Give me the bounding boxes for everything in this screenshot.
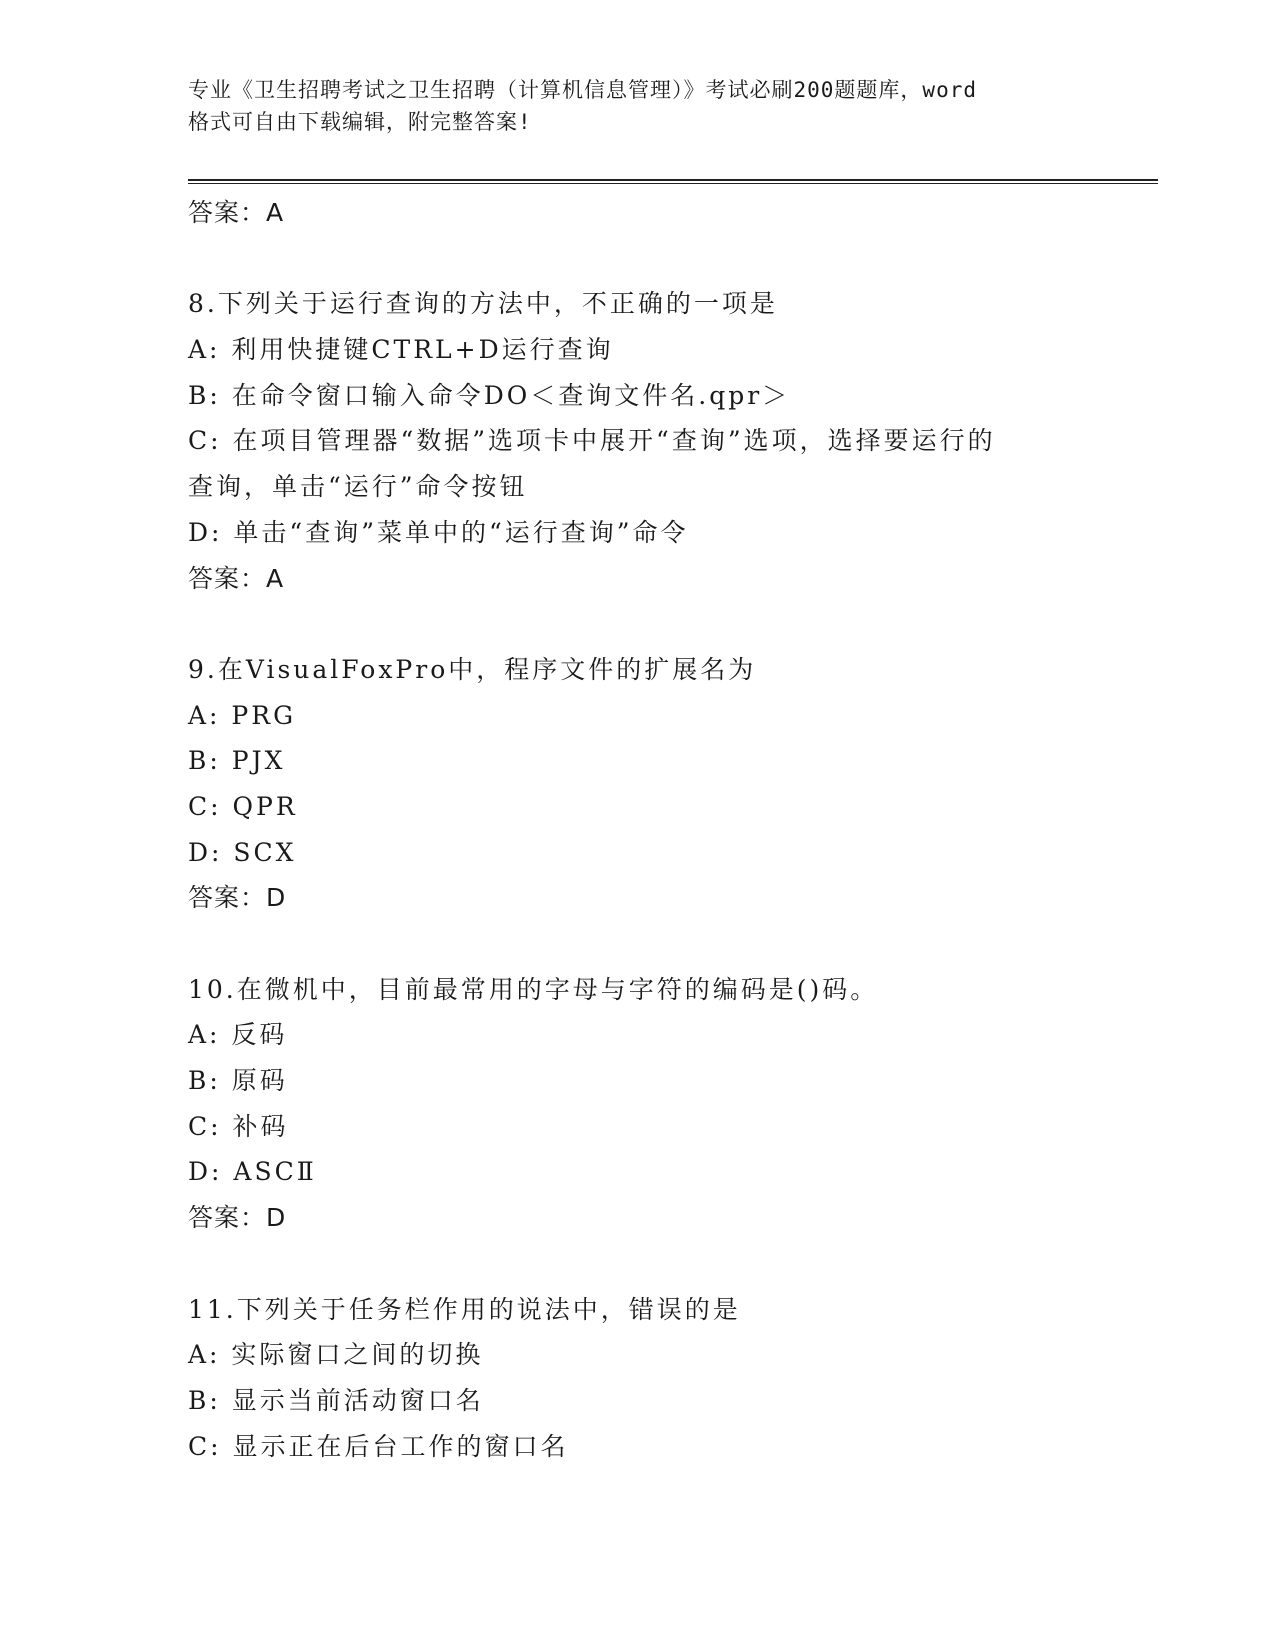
answer-line: 答案：A <box>188 198 285 227</box>
option-a: A: 利用快捷键CTRL+D运行查询 <box>188 335 614 365</box>
spacer <box>188 236 1158 282</box>
question-stem: 8.下列关于运行查询的方法中，不正确的一项是 <box>188 289 778 319</box>
option-c-continued: 查询，单击“运行”命令按钮 <box>188 472 528 502</box>
question-block <box>188 281 1158 601</box>
answer-line: 答案：D <box>188 1203 287 1233</box>
question-block <box>188 967 1158 1241</box>
answer-line: 答案：A <box>188 563 285 593</box>
option-c: C: 显示正在后台工作的窗口名 <box>188 1431 569 1461</box>
option-b: B: PJX <box>188 746 286 776</box>
option-a: A: 反码 <box>188 1020 288 1050</box>
question-stem: 9.在VisualFoxPro中，程序文件的扩展名为 <box>188 654 757 684</box>
answer-line: 答案：D <box>188 883 287 913</box>
question-stem: 10.在微机中，目前最常用的字母与字符的编码是()码。 <box>188 974 879 1004</box>
document-header <box>188 74 1088 138</box>
option-a: A: PRG <box>188 700 297 730</box>
option-b: B: 原码 <box>188 1066 288 1096</box>
option-d: D: ASCⅡ <box>188 1157 317 1187</box>
question-block <box>188 1287 1158 1470</box>
option-a: A: 实际窗口之间的切换 <box>188 1340 484 1370</box>
option-c: C: 在项目管理器“数据”选项卡中展开“查询”选项，选择要运行的 <box>188 426 996 456</box>
option-d: D: SCX <box>188 837 297 867</box>
question-stem: 11.下列关于任务栏作用的说法中，错误的是 <box>188 1294 741 1324</box>
document-body <box>188 190 1158 1469</box>
spacer <box>188 601 1158 647</box>
spacer <box>188 1241 1158 1287</box>
option-d: D: 单击“查询”菜单中的“运行查询”命令 <box>188 517 689 547</box>
header-divider <box>188 179 1158 184</box>
option-b: B: 显示当前活动窗口名 <box>188 1385 484 1415</box>
question-block <box>188 647 1158 921</box>
header-line-1: 专业《卫生招聘考试之卫生招聘（计算机信息管理）》考试必刷200题题库，word <box>188 78 977 102</box>
option-b: B: 在命令窗口输入命令DO＜查询文件名.qpr＞ <box>188 380 791 410</box>
option-c: C: 补码 <box>188 1111 289 1141</box>
spacer <box>188 921 1158 967</box>
option-c: C: QPR <box>188 791 298 821</box>
header-line-2: 格式可自由下载编辑，附完整答案! <box>188 110 532 134</box>
